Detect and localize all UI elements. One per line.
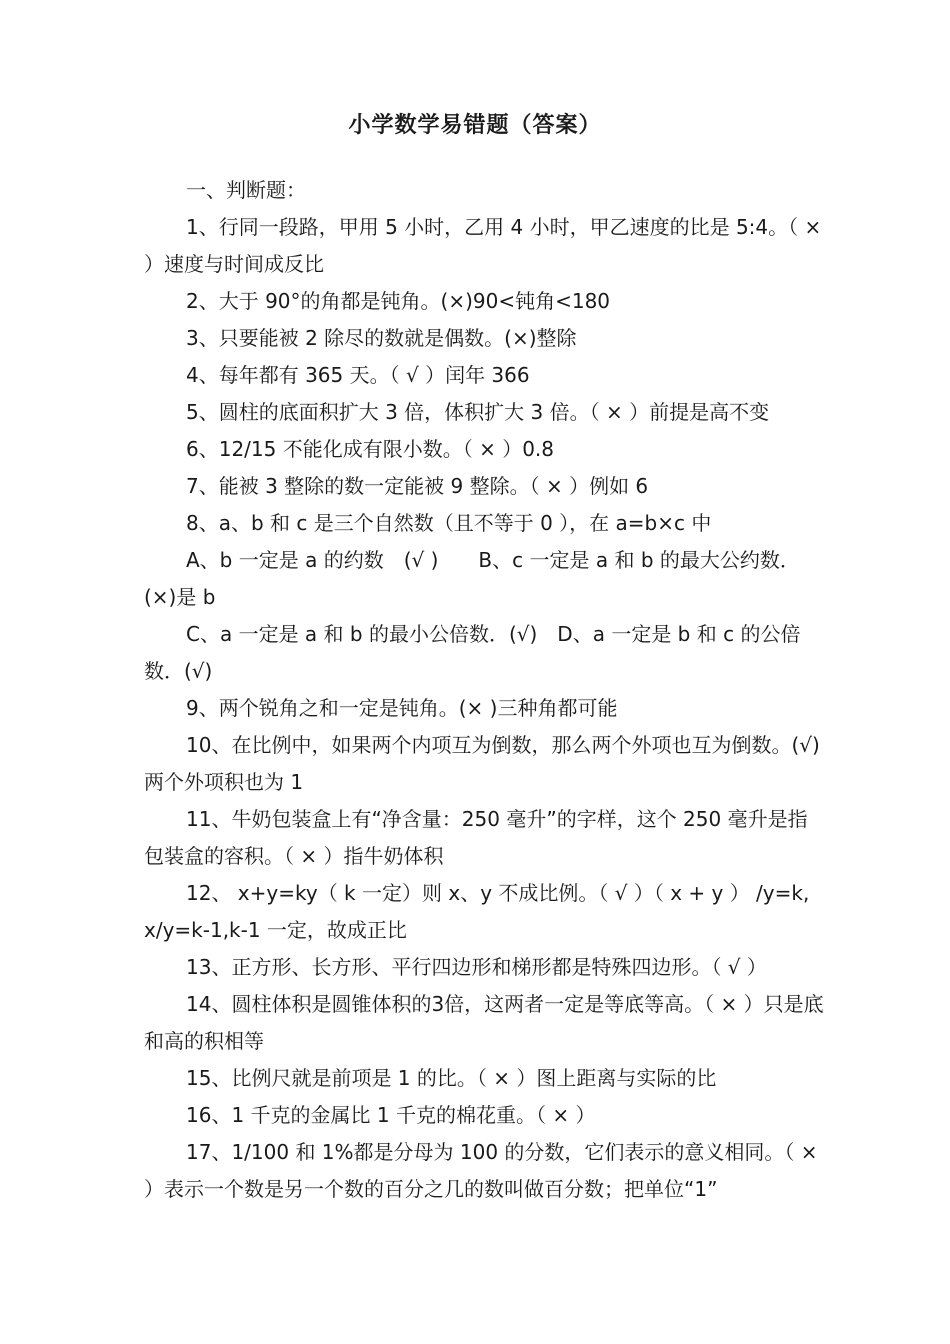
- question-15: 15、比例尺就是前项是 1 的比。（ × ）图上距离与实际的比: [186, 1066, 717, 1090]
- question-17: 17、1/100 和 1%都是分母为 100 的分数，它们表示的意义相同。（ × ）表示一个数是另一个数的百分之几的数叫做百分数；把单位“1”: [144, 1140, 818, 1201]
- section-heading: 一、判断题：: [186, 178, 306, 202]
- question-8: 8、a、b 和 c 是三个自然数（且不等于 0 ），在 a=b×c 中: [186, 511, 712, 535]
- question-16: 16、1 千克的金属比 1 千克的棉花重。（ × ）: [186, 1103, 596, 1127]
- document-body: [144, 172, 824, 1208]
- question-5: 5、圆柱的底面积扩大 3 倍，体积扩大 3 倍。（ × ）前提是高不变: [186, 400, 770, 424]
- question-10: 10、在比例中，如果两个内项互为倒数，那么两个外项也互为倒数。(√)两个外项积也为 1: [144, 733, 820, 794]
- question-1: 1、行同一段路，甲用 5 小时，乙用 4 小时，甲乙速度的比是 5:4。（ × ）速度与时间成反比: [144, 215, 822, 276]
- question-13: 13、正方形、长方形、平行四边形和梯形都是特殊四边形。（ √ ）: [186, 955, 767, 979]
- question-8-options-ab: A、b 一定是 a 的约数 (√ ) B、c 一定是 a 和 b 的最大公约数．(×)是 b: [144, 548, 800, 609]
- question-3: 3、只要能被 2 除尽的数就是偶数。(×)整除: [186, 326, 577, 350]
- question-4: 4、每年都有 365 天。（ √ ）闰年 366: [186, 363, 530, 387]
- question-2: 2、大于 90°的角都是钝角。(×)90<钝角<180: [186, 289, 611, 313]
- question-9: 9、两个锐角之和一定是钝角。(× )三种角都可能: [186, 696, 618, 720]
- question-6: 6、12/15 不能化成有限小数。（ × ）0.8: [186, 437, 554, 461]
- question-7: 7、能被 3 整除的数一定能被 9 整除。（ × ）例如 6: [186, 474, 649, 498]
- document-title: 小学数学易错题（答案）: [348, 113, 602, 138]
- question-11: 11、牛奶包装盒上有“净含量：250 毫升”的字样，这个 250 毫升是指包装盒的容积。（ × ）指牛奶体积: [144, 807, 808, 868]
- question-8-options-cd: C、a 一定是 a 和 b 的最小公倍数．(√) D、a 一定是 b 和 c 的公倍数．(√): [144, 622, 801, 683]
- question-12: 12、 x+y=ky（ k 一定）则 x、y 不成比例。（ √ ）（ x + y ） /y=k,x/y=k-1,k-1 一定，故成正比: [144, 881, 810, 942]
- question-14: 14、圆柱体积是圆锥体积的3倍，这两者一定是等底等高。（ × ）只是底和高的积相等: [144, 992, 824, 1053]
